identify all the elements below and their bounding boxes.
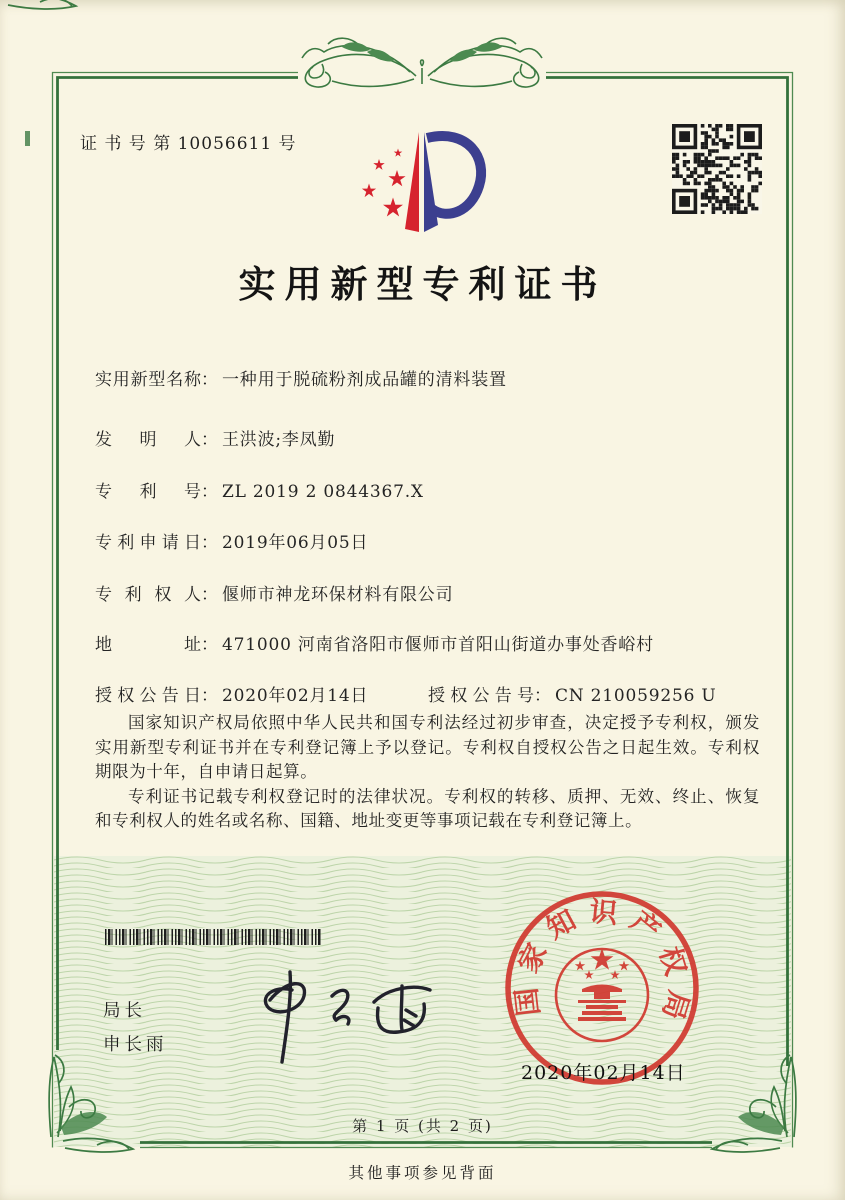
- field-label: 专利申请日: [95, 533, 201, 553]
- barcode: [105, 929, 321, 945]
- top-ornament: [302, 38, 542, 87]
- signature: [228, 962, 458, 1072]
- seal-date: 2020年02月14日: [521, 1062, 686, 1084]
- field-value: CN 210059256 U: [555, 686, 717, 706]
- field-row-address: 地址： 471000 河南省洛阳市偃师市首阳山街道办事处香峪村: [95, 630, 654, 655]
- field-row-patentee: 专利权人： 偃师市神龙环保材料有限公司: [95, 580, 453, 605]
- commissioner-title: 局长: [103, 1001, 146, 1021]
- field-label: 地址: [95, 635, 201, 655]
- field-label: 实用新型名称: [95, 370, 201, 390]
- field-value: ZL 2019 2 0844367.X: [222, 482, 424, 502]
- certificate-title: 实用新型专利证书: [238, 262, 607, 306]
- page-number: 第 1 页 (共 2 页): [352, 1117, 493, 1135]
- qr-code: [672, 124, 762, 214]
- certificate-number: 证 书 号 第 10056611 号: [80, 134, 297, 154]
- cnipa-logo-icon: [348, 126, 498, 244]
- field-value: 471000 河南省洛阳市偃师市首阳山街道办事处香峪村: [222, 635, 654, 655]
- field-label: 授权公告日: [95, 686, 201, 706]
- field-row-grant-number: 授权公告号： CN 210059256 U: [428, 681, 717, 706]
- field-label: 专利号: [95, 482, 201, 502]
- field-row-name: 实用新型名称： 一种用于脱硫粉剂成品罐的清料装置: [95, 365, 507, 390]
- legal-text: [95, 711, 760, 834]
- field-row-patent-no: 专利号： ZL 2019 2 0844367.X: [95, 477, 424, 502]
- corner-ornament: [0, 0, 76, 9]
- back-side-note: 其他事项参见背面: [348, 1164, 497, 1182]
- field-value: 2020年02月14日: [222, 686, 369, 706]
- field-label: 专利权人: [95, 585, 201, 605]
- legal-paragraph: 国家知识产权局依照中华人民共和国专利法经过初步审查，决定授予专利权，颁发实用新型专利证书并在专利登记簿上予以登记。专利权自授权公告之日起生效。专利权期限为十年，自申请日起算。: [95, 713, 760, 782]
- field-row-filing-date: 专利申请日： 2019年06月05日: [95, 528, 368, 553]
- field-label: 发明人: [95, 430, 201, 450]
- commissioner-name: 申长雨: [103, 1035, 168, 1055]
- field-value: 一种用于脱硫粉剂成品罐的清料装置: [222, 370, 507, 390]
- seal-text: 国家知识产权局: [508, 894, 696, 1035]
- field-row-inventor: 发明人： 王洪波;李凤勤: [95, 425, 335, 450]
- field-value: 2019年06月05日: [222, 533, 369, 553]
- field-row-grant: 授权公告日： 2020年02月14日 授权公告号： CN 210059256 U: [95, 681, 368, 706]
- legal-paragraph: 专利证书记载专利权登记时的法律状况。专利权的转移、质押、无效、终止、恢复和专利权人的姓名或名称、国籍、地址变更等事项记载在专利登记簿上。: [95, 786, 760, 831]
- scan-mark: [25, 131, 30, 146]
- field-value: 王洪波;李凤勤: [222, 430, 336, 450]
- national-emblem-icon: [556, 948, 648, 1041]
- field-label: 授权公告号: [428, 686, 534, 706]
- field-value: 偃师市神龙环保材料有限公司: [222, 585, 454, 605]
